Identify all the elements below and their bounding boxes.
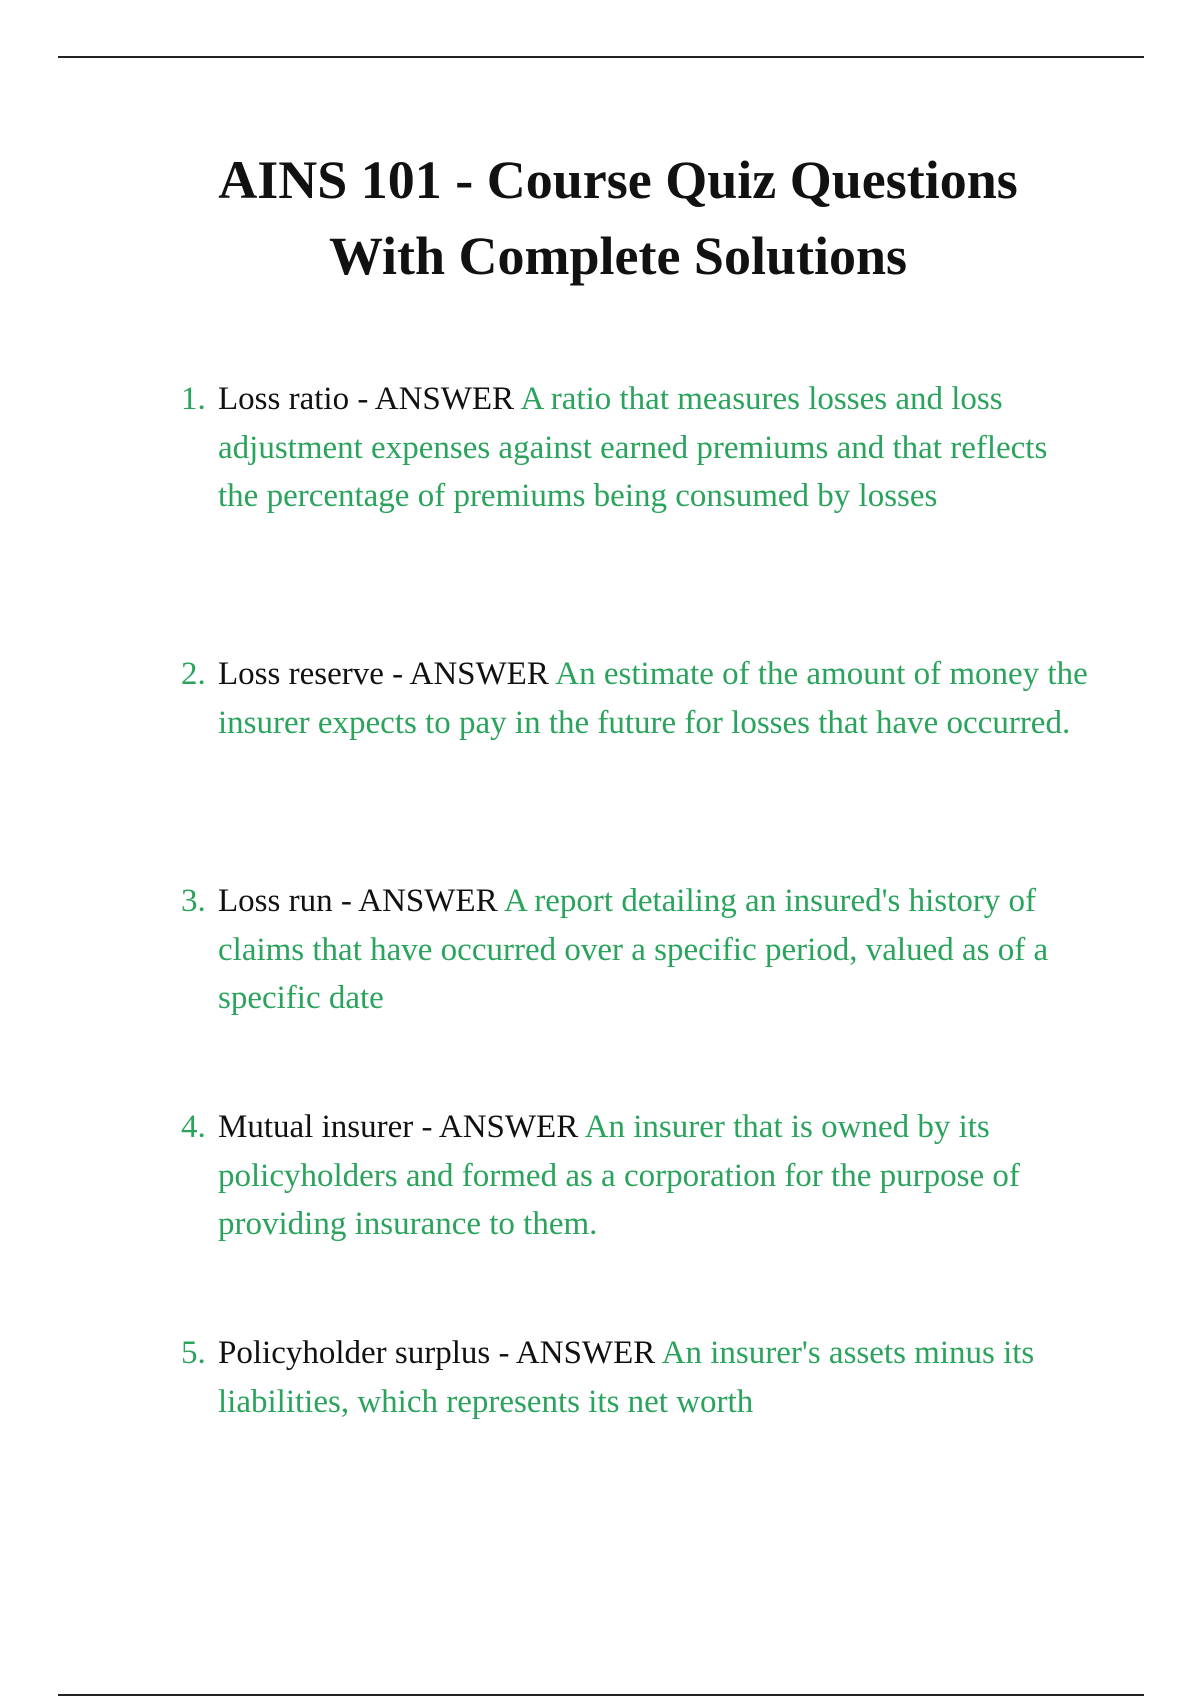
top-rule — [58, 56, 1144, 58]
item-answer: An estimate of the amount of money the insurer expects to pay in the future for losses that have occurred. — [218, 656, 1088, 741]
item-answer: A report detailing an insured's history of claims that have occurred over a specific period, valued as of a specific date — [218, 883, 1049, 1016]
list-item — [181, 375, 1088, 521]
page-title — [0, 142, 1200, 294]
item-term: Loss run - ANSWER — [218, 883, 498, 919]
item-term: Mutual insurer - ANSWER — [218, 1109, 579, 1145]
item-number: 5. — [181, 1335, 206, 1371]
item-answer: An insurer that is owned by its policyholders and formed as a corporation for the purpose of providing insurance to them. — [218, 1109, 1020, 1242]
list-item — [181, 1103, 1088, 1249]
item-number: 2. — [181, 656, 206, 692]
item-term: Loss reserve - ANSWER — [218, 656, 549, 692]
item-term: Loss ratio - ANSWER — [218, 381, 515, 417]
item-answer: A ratio that measures losses and loss adjustment expenses against earned premiums and that reflects the percentage of premiums being consumed by losses — [218, 381, 1048, 514]
page-title-line-2: With Complete Solutions — [328, 226, 908, 286]
item-number: 3. — [181, 883, 206, 919]
item-answer: An insurer's assets minus its liabilities, which represents its net worth — [218, 1335, 1035, 1420]
list-item — [181, 877, 1088, 1023]
list-item — [181, 1329, 1088, 1426]
page-title-line-1: AINS 101 - Course Quiz Questions — [218, 150, 1018, 210]
list-item — [181, 650, 1088, 747]
item-number: 1. — [181, 381, 206, 417]
item-number: 4. — [181, 1109, 206, 1145]
item-term: Policyholder surplus - ANSWER — [218, 1335, 656, 1371]
bottom-rule — [58, 1694, 1144, 1696]
